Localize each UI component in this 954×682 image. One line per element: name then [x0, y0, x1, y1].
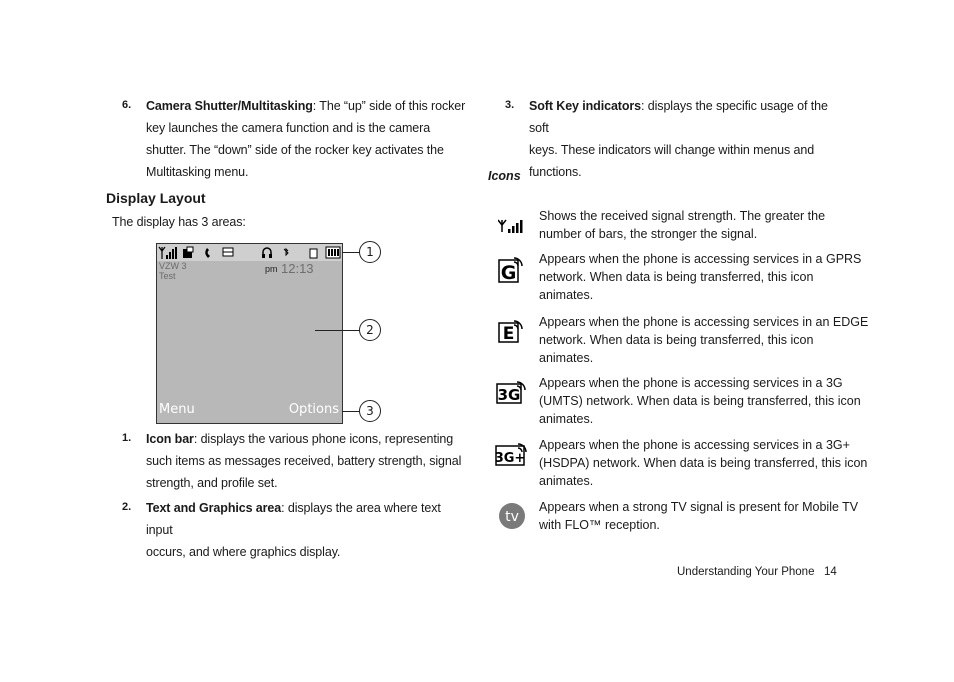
callout-1: 1 [359, 241, 381, 263]
svg-text:tv: tv [505, 509, 519, 525]
3g-icon [496, 379, 528, 405]
3g-plus-icon [495, 441, 529, 467]
item-number: 6. [122, 99, 132, 111]
signal-strength-icon [498, 218, 526, 234]
right-softkey: Options [288, 402, 339, 417]
item-term: Text and Graphics area [146, 501, 282, 515]
signal-icon [159, 247, 177, 259]
left-softkey: Menu [159, 402, 195, 417]
headset-icon [262, 248, 272, 258]
time-prefix: pm [265, 264, 278, 274]
vibrate-icon [310, 249, 317, 258]
footer-section: Understanding Your Phone [677, 566, 815, 578]
section-heading: Display Layout [106, 190, 206, 206]
item-number: 3. [505, 99, 515, 111]
item2-text: Text and Graphics area: displays the area where text input occurs, and where graphics display. [146, 501, 441, 559]
icons-heading: Icons [488, 169, 521, 183]
clock: 12:13 [281, 261, 314, 276]
item6-text: Camera Shutter/Multitasking: The “up” side of this rocker key launches the camera function and is the camera shutter. The “down” side of the rocker key activates the Multitasking menu. [146, 99, 466, 179]
icon-description: Appears when a strong TV signal is present for Mobile TV with FLO™ reception. [539, 500, 859, 532]
callout-3: 3 [359, 400, 381, 422]
item1-text: Icon bar: displays the various phone icons, representing such items as messages received, battery strength, signal strength, and profile set. [146, 432, 462, 490]
tv-icon [498, 502, 526, 530]
svg-text:E: E [502, 324, 515, 344]
item-term: Icon bar [146, 432, 194, 446]
icon-description: Appears when the phone is accessing services in a 3G (UMTS) network. When data is being transferred, this icon animates. [539, 376, 861, 426]
gprs-icon [497, 254, 525, 284]
item-term: Camera Shutter/Multitasking [146, 99, 313, 113]
message-icon [223, 248, 233, 256]
bluetooth-icon [284, 249, 288, 255]
callout-leader [342, 252, 360, 253]
intro-text: The display has 3 areas: [112, 215, 246, 229]
call-icon [205, 248, 210, 258]
icon-description: Shows the received signal strength. The greater the number of bars, the stronger the signal. [539, 209, 826, 241]
svg-text:3G+: 3G+ [495, 451, 526, 466]
item-term: Soft Key indicators [529, 99, 642, 113]
callout-2: 2 [359, 319, 381, 341]
callout-leader [315, 330, 360, 331]
network-label: VZW 3 Test [159, 261, 187, 281]
status-icons [157, 244, 342, 261]
icon-description: Appears when the phone is accessing services in an EDGE network. When data is being transferred, this icon animates. [539, 315, 869, 365]
icon-description: Appears when the phone is accessing services in a 3G+ (HSDPA) network. When data is being transferred, this icon animates. [539, 438, 868, 488]
item-number: 1. [122, 432, 132, 444]
battery-icon [326, 247, 340, 258]
callout-leader [342, 411, 360, 412]
icon-description: Appears when the phone is accessing services in a GPRS network. When data is being transferred, this icon animates. [539, 252, 862, 302]
item-number: 2. [122, 501, 132, 513]
svg-text:G: G [500, 262, 517, 284]
phone-display [156, 243, 343, 424]
data-icon [183, 247, 193, 258]
page-number: 14 [824, 566, 837, 578]
icon-bar [157, 244, 342, 261]
edge-icon [497, 318, 525, 344]
item3-text: Soft Key indicators: displays the specific usage of the soft keys. These indicators will change within menus and functions. [529, 99, 828, 179]
svg-text:3G: 3G [497, 386, 521, 404]
